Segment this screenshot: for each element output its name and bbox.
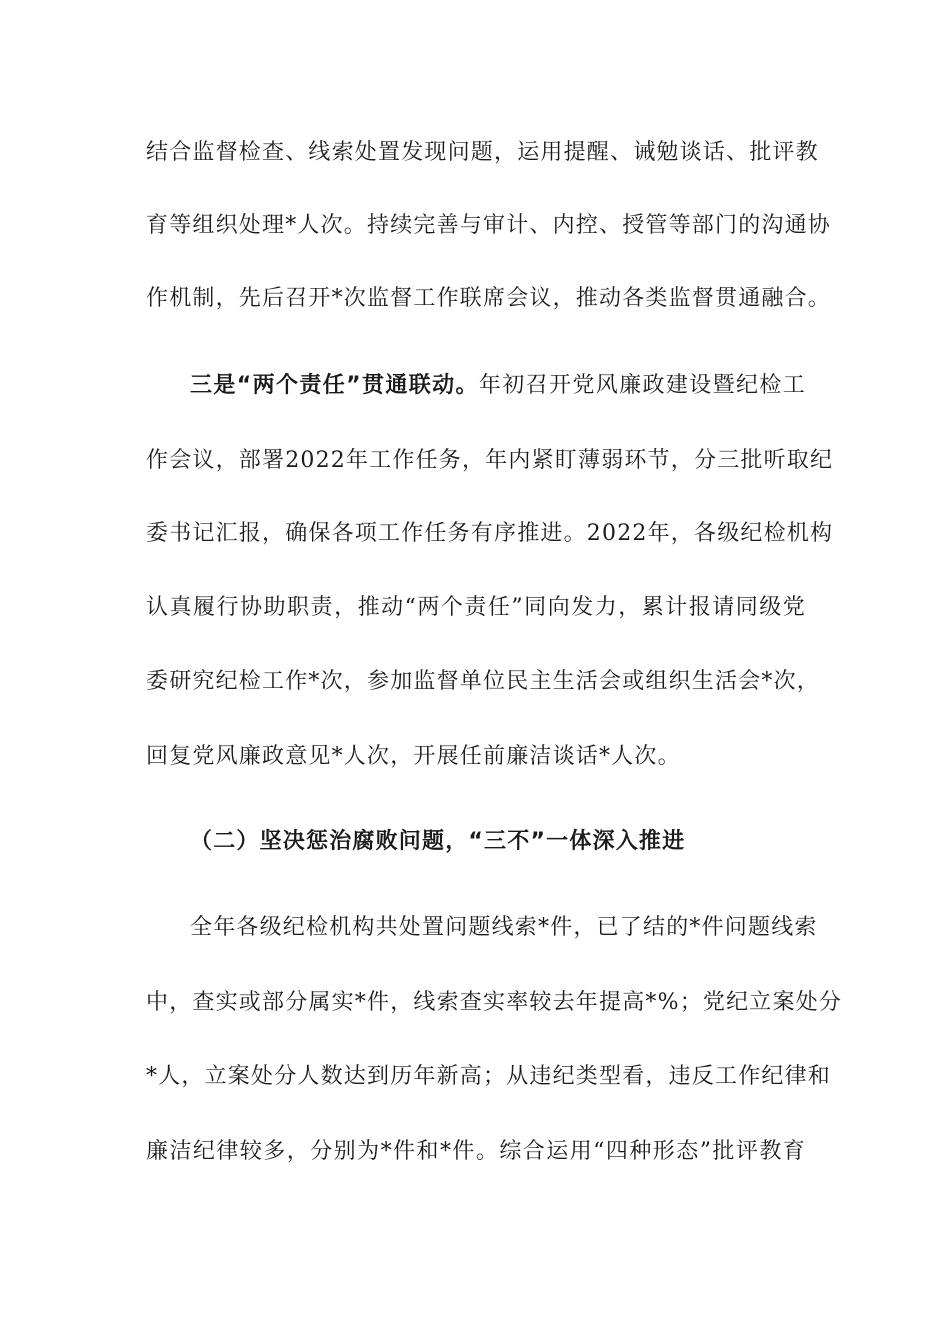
paragraph-3-line-1: 全年各级纪检机构共处置问题线索*件，已了结的*件问题线索 — [190, 915, 818, 940]
paragraph-1-line-1: 结合监督检查、线索处置发现问题，运用提醒、诫勉谈话、批评教 — [146, 140, 819, 165]
paragraph-2-line-3: 委书记汇报，确保各项工作任务有序推进。2022年，各级纪检机构 — [146, 521, 834, 546]
section-heading: （二）坚决惩治腐败问题，“三不”一体深入推进 — [190, 829, 686, 854]
paragraph-1-line-2: 育等组织处理*人次。持续完善与审计、内控、授管等部门的沟通协 — [146, 213, 832, 238]
paragraph-2-line-1 — [190, 366, 806, 406]
paragraph-1-line-3: 作机制，先后召开*次监督工作联席会议，推动各类监督贯通融合。 — [146, 286, 832, 311]
paragraph-3-line-2: 中，查实或部分属实*件，线索查实率较去年提高*%；党纪立案处分 — [146, 990, 843, 1015]
paragraph-3-line-3: *人，立案处分人数达到历年新高；从违纪类型看，违反工作纪律和 — [146, 1064, 832, 1089]
paragraph-3-line-4: 廉洁纪律较多，分别为*件和*件。综合运用“四种形态”批评教育 — [146, 1139, 806, 1164]
paragraph-2-line-2: 作会议，部署2022年工作任务，年内紧盯薄弱环节，分三批听取纪 — [146, 448, 834, 473]
paragraph-2-line-5: 委研究纪检工作*次，参加监督单位民主生活会或组织生活会*次， — [146, 669, 821, 694]
paragraph-2-first-line-rest: 年初召开党风廉政建设暨纪检工 — [478, 373, 806, 398]
paragraph-2-lead: 三是“两个责任”贯通联动。 — [190, 373, 479, 398]
paragraph-2-line-4: 认真履行协助职责，推动“两个责任”同向发力，累计报请同级党 — [146, 595, 806, 620]
paragraph-2-line-6: 回复党风廉政意见*人次，开展任前廉洁谈话*人次。 — [146, 744, 681, 769]
